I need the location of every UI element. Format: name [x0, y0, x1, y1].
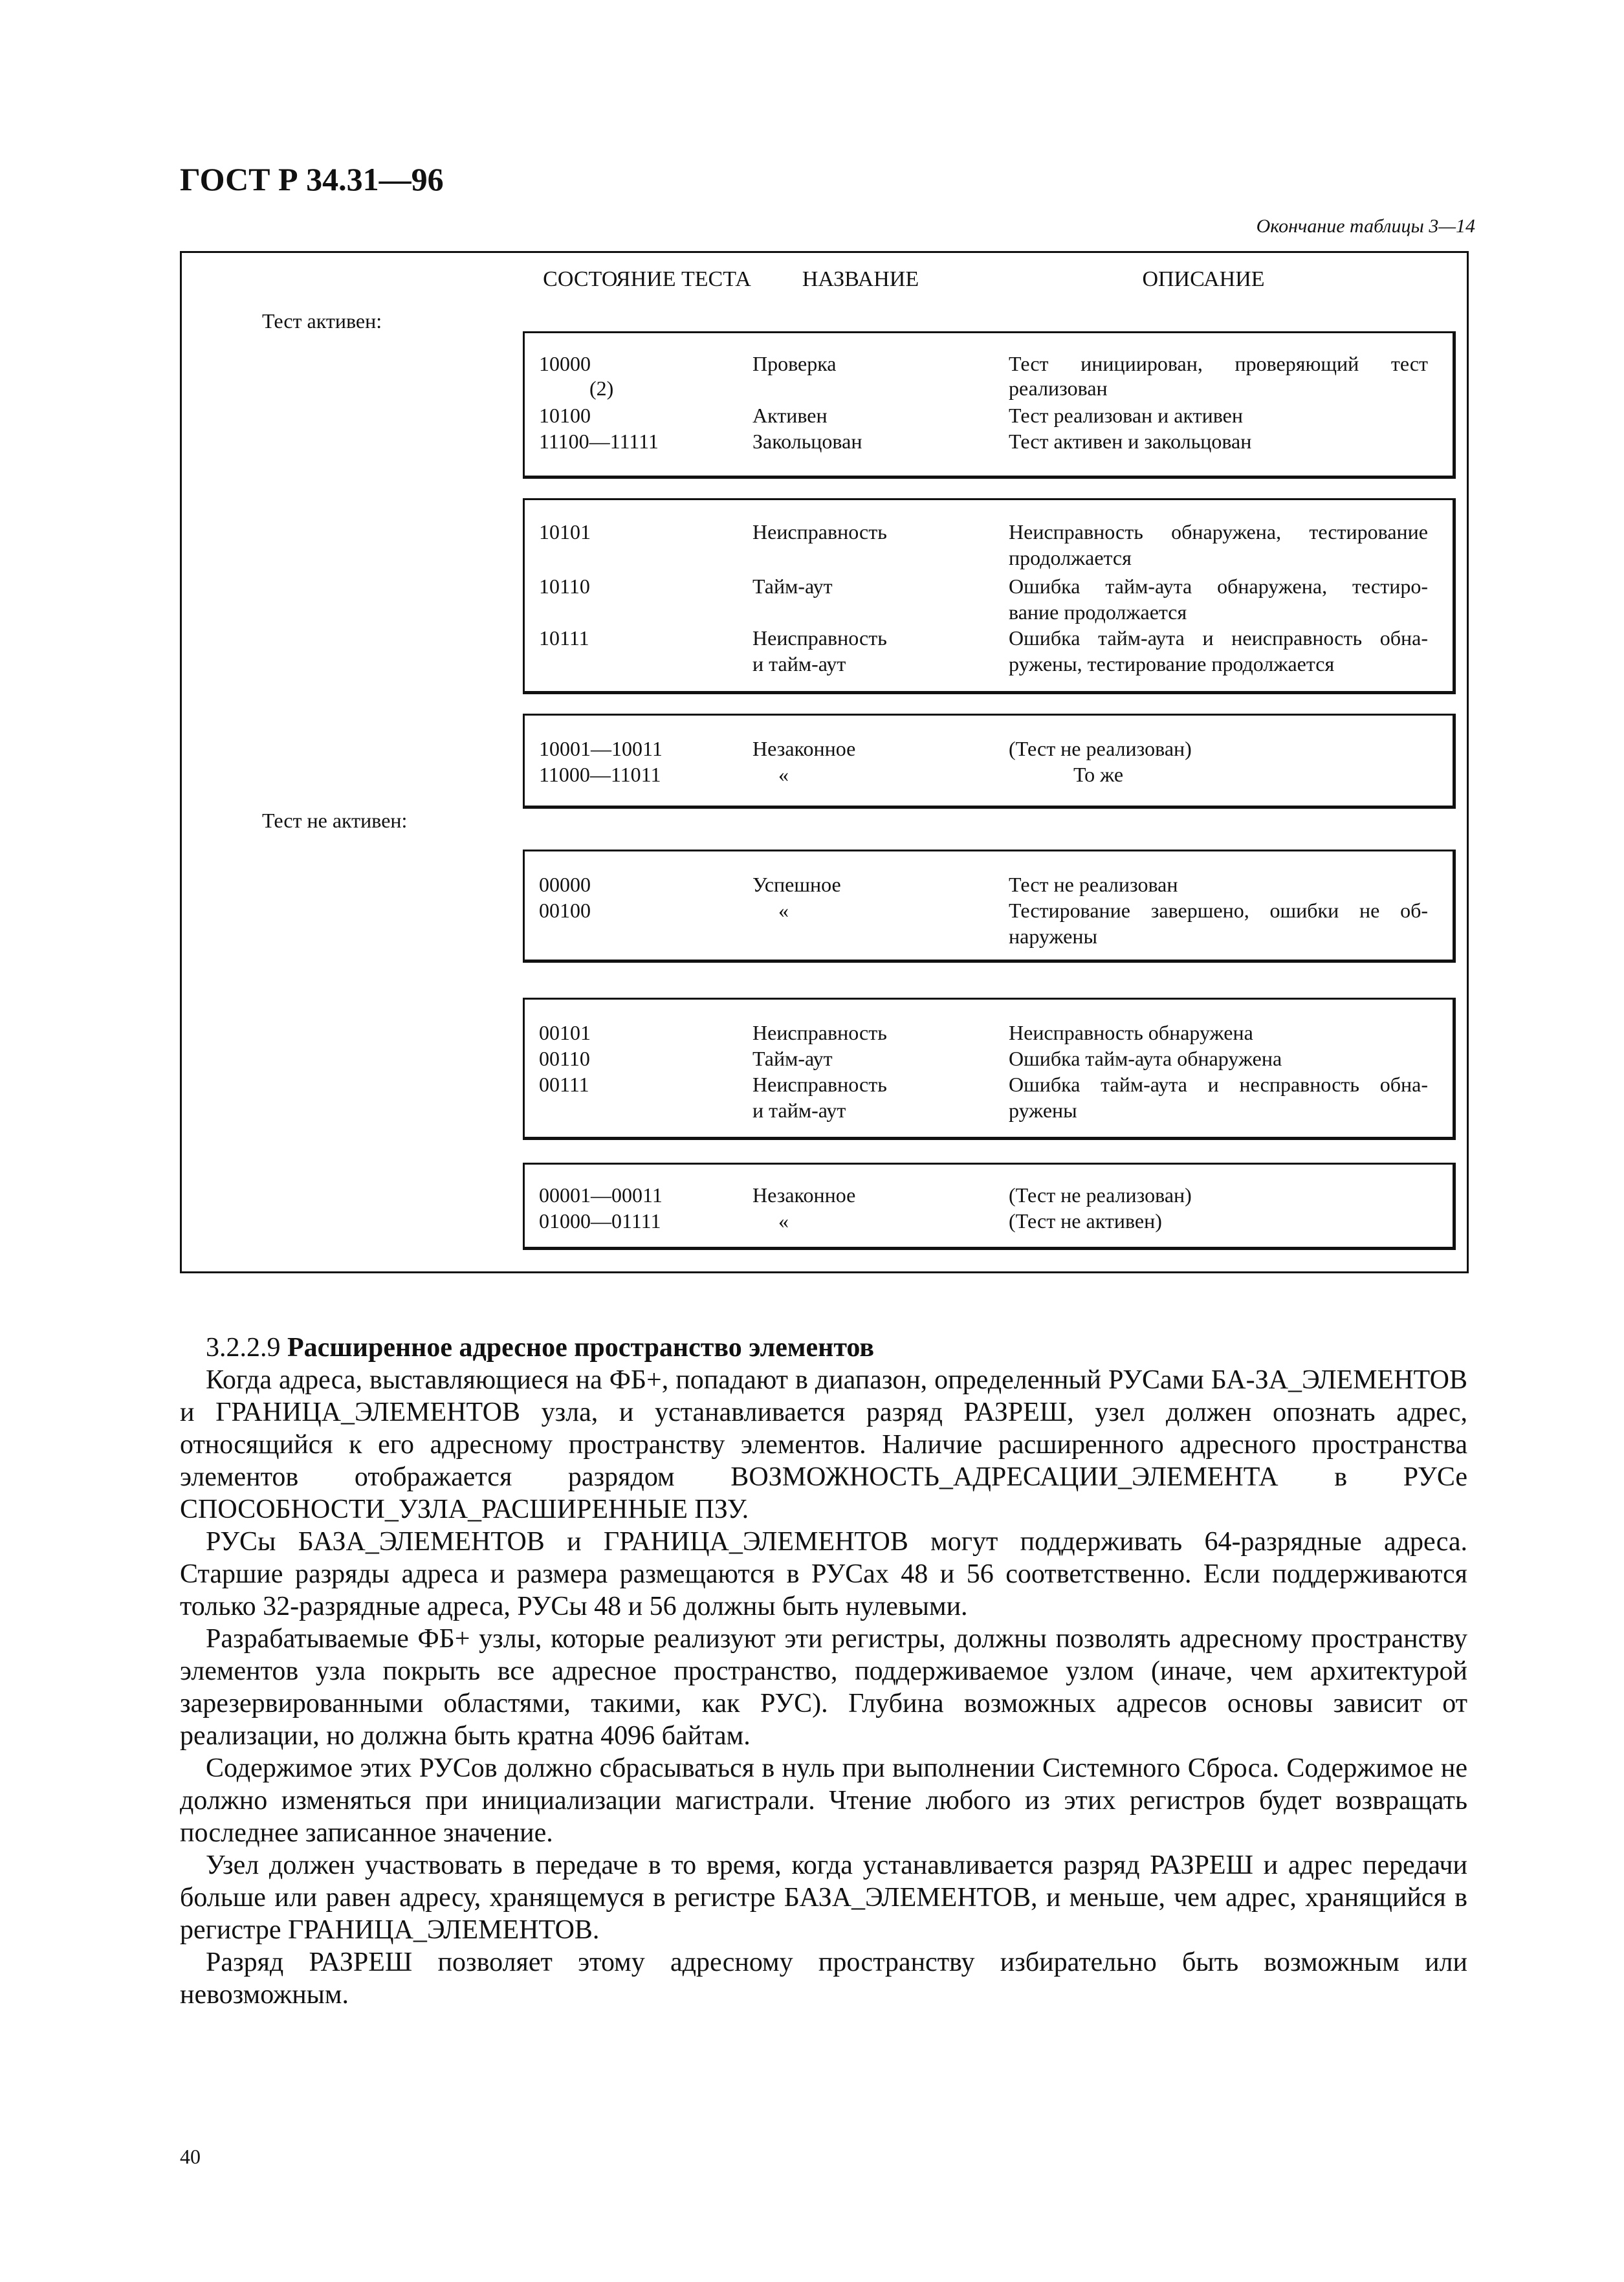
- description-cell: Неисправность обнаружена, тестирование: [1009, 520, 1428, 543]
- description-cell: реализован: [1009, 377, 1108, 400]
- description-cell: Ошибка тайм-аута обнаружена, тестиро-: [1009, 575, 1428, 598]
- section-body: [180, 1332, 1467, 2011]
- description-cell: Тест инициирован, проверяющий тест: [1009, 352, 1428, 375]
- description-cell: Ошибка тайм-аута обнаружена: [1009, 1047, 1282, 1070]
- description-cell: (Тест не реализован): [1009, 1183, 1192, 1207]
- ditto-mark: «: [778, 1209, 789, 1233]
- state-cell: 10001—10011: [539, 737, 663, 760]
- state-cell: 00000: [539, 873, 591, 896]
- description-cell: Ошибка тайм-аута и несправность обна-: [1009, 1073, 1428, 1096]
- description-cell: ружены: [1009, 1099, 1077, 1122]
- state-cell: 10101: [539, 520, 591, 543]
- name-cell: [752, 898, 789, 923]
- name-cell: [752, 1209, 789, 1233]
- table-group: [523, 498, 1456, 694]
- name-cell: и тайм-аут: [752, 652, 846, 675]
- table-caption: Окончание таблицы 3—14: [1256, 215, 1475, 237]
- table-group: [523, 1163, 1456, 1250]
- state-cell: 11000—11011: [539, 763, 661, 786]
- name-cell: Неисправность: [752, 626, 887, 650]
- name-cell: Неисправность: [752, 520, 887, 543]
- paragraph: Содержимое этих РУСов должно сбрасываться в нуль при выполнении Системного Сброса. Содержимое не должно изменяться при инициализации магистрали. Чтение любого из этих регистров будет возвращать последнее записанное значение.: [180, 1753, 1467, 1848]
- description-cell: продолжается: [1009, 546, 1132, 569]
- page-number: 40: [180, 2145, 201, 2168]
- name-cell: Незаконное: [752, 737, 856, 760]
- label-test-active: Тест активен:: [262, 309, 382, 333]
- table-group: [523, 850, 1456, 963]
- state-cell: 10000: [539, 352, 591, 375]
- name-cell: Неисправность: [752, 1073, 887, 1096]
- state-cell: 00110: [539, 1047, 590, 1070]
- state-cell: 00100: [539, 899, 591, 922]
- paragraph: Узел должен участвовать в передаче в то время, когда устанавливается разряд РАЗРЕШ и адрес передачи больше или равен адресу, хранящемуся в регистре БАЗА_ЭЛЕМЕНТОВ, и меньше, чем адрес, хранящийся в регистре ГРАНИЦА_ЭЛЕМЕНТОВ.: [180, 1850, 1467, 1945]
- label-test-inactive: Тест не активен:: [262, 809, 408, 832]
- description-cell: (Тест не активен): [1009, 1209, 1162, 1233]
- state-cell: 00111: [539, 1073, 589, 1096]
- paragraph: Когда адреса, выставляющиеся на ФБ+, попадают в диапазон, определенный РУСами БА-ЗА_ЭЛЕМЕНТОВ и ГРАНИЦА_ЭЛЕМЕНТОВ узла, и устанавливается разряд РАЗРЕШ, узел должен опознать адрес, относящийся к его адресному пространству элементов. Наличие расширенного адресного пространства элементов отображается разрядом ВОЗМОЖНОСТЬ_АДРЕСАЦИИ_ЭЛЕМЕНТА в РУСе СПОСОБНОСТИ_УЗЛА_РАСШИРЕННЫЕ ПЗУ.: [180, 1365, 1467, 1524]
- description-cell: ружены, тестирование продолжается: [1009, 652, 1335, 675]
- description-cell: наружены: [1009, 925, 1097, 948]
- state-cell: 01000—01111: [539, 1209, 661, 1233]
- table-group: [523, 998, 1456, 1140]
- section-number: 3.2.2.9: [206, 1333, 281, 1363]
- paragraph: РУСы БАЗА_ЭЛЕМЕНТОВ и ГРАНИЦА_ЭЛЕМЕНТОВ могут поддерживать 64-разрядные адреса. Старшие разряды адреса и размера размещаются в РУСах 48 и 56 соответственно. Если поддерживаются только 32-разрядные адреса, РУСы 48 и 56 должны быть нулевыми.: [180, 1527, 1467, 1621]
- name-cell: Проверка: [752, 352, 837, 375]
- name-cell: Закольцован: [752, 430, 862, 453]
- state-cell: 00001—00011: [539, 1183, 663, 1207]
- ditto-mark: «: [778, 763, 789, 786]
- state-cell: 00101: [539, 1021, 591, 1044]
- section-heading: [180, 1332, 1467, 1364]
- document-title: ГОСТ Р 34.31—96: [180, 161, 444, 197]
- name-cell: Успешное: [752, 873, 841, 896]
- name-cell: Незаконное: [752, 1183, 856, 1207]
- state-cell: (2): [589, 377, 614, 400]
- column-header-description: ОПИСАНИЕ: [1142, 267, 1265, 291]
- name-cell: [752, 762, 789, 787]
- paragraph: Разряд РАЗРЕШ позволяет этому адресному пространству избирательно быть возможным или невозможным.: [180, 1947, 1467, 2010]
- table-group: [523, 714, 1456, 809]
- table-group: [523, 331, 1456, 479]
- name-cell: Тайм-аут: [752, 1047, 833, 1070]
- name-cell: Неисправность: [752, 1021, 887, 1044]
- column-header-name: НАЗВАНИЕ: [802, 267, 919, 291]
- state-cell: 10100: [539, 404, 591, 427]
- ditto-mark: «: [778, 899, 789, 922]
- section-title: Расширенное адресное пространство элементов: [287, 1333, 875, 1363]
- column-header-state: СОСТОЯНИЕ ТЕСТА: [543, 267, 751, 291]
- description-cell: Неисправность обнаружена: [1009, 1021, 1253, 1044]
- description-cell: (Тест не реализован): [1009, 737, 1192, 760]
- state-cell: 10110: [539, 575, 590, 598]
- name-cell: Активен: [752, 404, 828, 427]
- paragraph: Разрабатываемые ФБ+ узлы, которые реализуют эти регистры, должны позволять адресному пространству элементов узла покрыть все адресное пространство, поддерживаемое узлом (иначе, чем архитектурой зарезервированными областями, такими, как РУС). Глубина возможных адресов основы зависит от реализации, но должна быть кратна 4096 байтам.: [180, 1624, 1467, 1751]
- description-cell: Тестирование завершено, ошибки не об-: [1009, 899, 1428, 922]
- state-cell: 11100—11111: [539, 430, 659, 453]
- description-cell: вание продолжается: [1009, 600, 1187, 624]
- description-cell: То же: [1073, 763, 1124, 786]
- description-cell: Ошибка тайм-аута и неисправность обна-: [1009, 626, 1428, 650]
- name-cell: Тайм-аут: [752, 575, 833, 598]
- state-cell: 10111: [539, 626, 589, 650]
- description-cell: Тест не реализован: [1009, 873, 1178, 896]
- name-cell: и тайм-аут: [752, 1099, 846, 1122]
- description-cell: Тест активен и закольцован: [1009, 430, 1252, 453]
- description-cell: Тест реализован и активен: [1009, 404, 1243, 427]
